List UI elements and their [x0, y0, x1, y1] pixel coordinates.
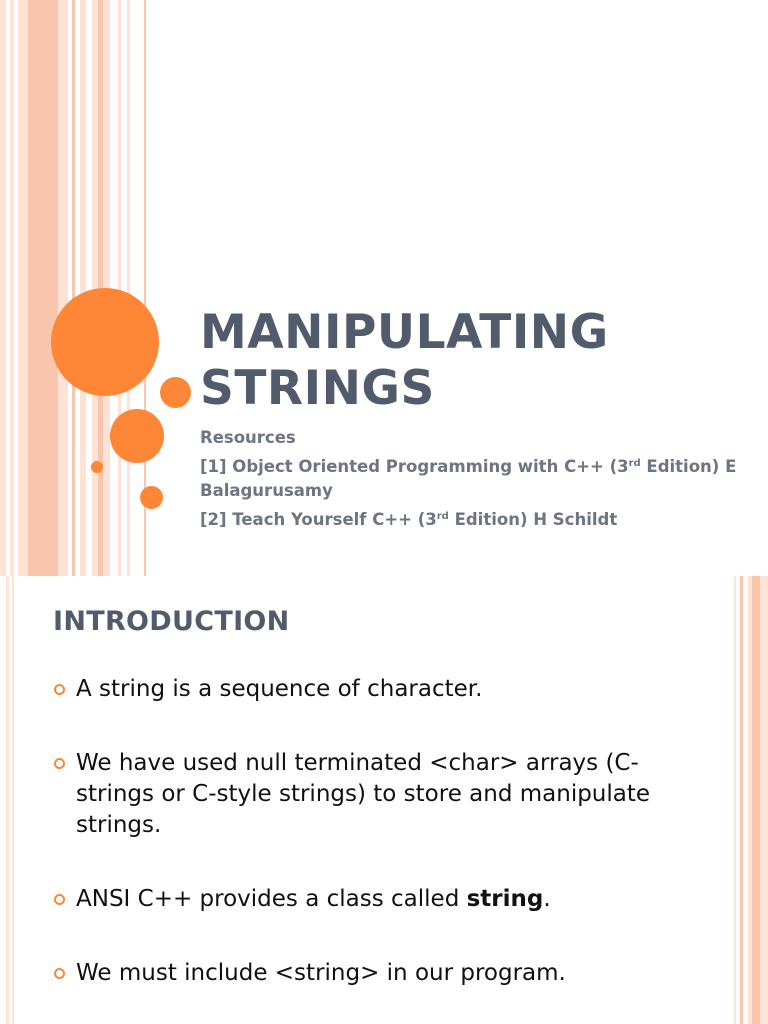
resource-ref-2: [200, 508, 740, 532]
slide-title-line2: STRINGS: [200, 361, 435, 416]
bullet-text: ANSI C++ provides a class called: [76, 886, 467, 912]
decorative-circle-large: [51, 288, 159, 396]
slide-title-line1: MANIPULATING: [200, 305, 609, 360]
section-title: INTRODUCTION: [53, 606, 290, 637]
resources-heading: Resources: [200, 428, 296, 447]
ref2-text-end: Edition) H Schildt: [448, 510, 618, 529]
bullet-text-end: .: [543, 886, 551, 912]
decorative-circle-small-lower: [140, 486, 163, 509]
ref1-text: [1] Object Oriented Programming with C++ (3: [200, 457, 629, 476]
decorative-circle-medium: [110, 409, 164, 463]
ref1-text-end: Edition) E Balagurusamy: [200, 457, 737, 500]
list-item: [52, 748, 712, 841]
bullet-circle-icon: [54, 758, 65, 769]
decorative-circle-tiny: [91, 461, 103, 473]
resource-ref-1: [200, 455, 740, 503]
bullet-circle-icon: [54, 968, 65, 979]
decorative-circle-small: [160, 377, 191, 408]
list-item: [52, 674, 712, 705]
bullet-text: We have used null terminated <char> arrays (C-strings or C-style strings) to store and manipulate strings.: [76, 750, 651, 838]
ref2-text: [2] Teach Yourself C++ (3: [200, 510, 437, 529]
list-item: [52, 958, 712, 989]
list-item: [52, 884, 712, 915]
decorative-stripes: [0, 0, 160, 576]
bullet-circle-icon: [54, 894, 65, 905]
bullet-list: [52, 674, 712, 989]
introduction-slide: [0, 576, 768, 1024]
bullet-text: A string is a sequence of character.: [76, 676, 483, 702]
bullet-text-bold: string: [466, 886, 544, 912]
ref2-superscript: rd: [436, 511, 449, 522]
ref1-superscript: rd: [628, 458, 641, 469]
bullet-text: We must include <string> in our program.: [76, 960, 566, 986]
bullet-circle-icon: [54, 684, 65, 695]
slide-subtitle: [200, 426, 740, 537]
slide-title: [200, 305, 740, 417]
